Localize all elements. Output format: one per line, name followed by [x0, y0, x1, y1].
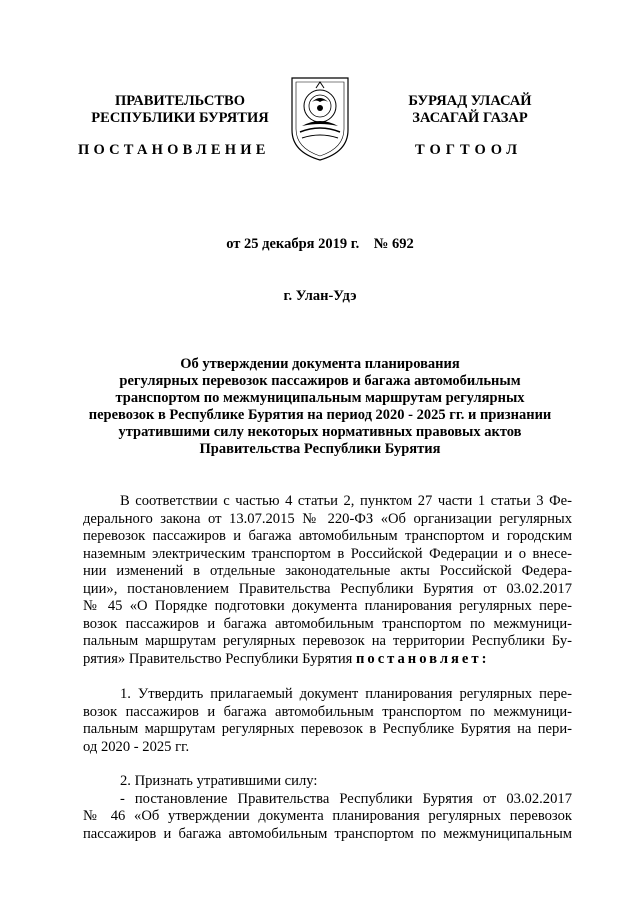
paragraph-text: рятия» Правительство Республики Бурятия [83, 650, 356, 667]
title-line: утратившими силу некоторых нормативных правовых актов [118, 424, 522, 440]
document-title [60, 356, 580, 458]
paragraph-line: возок пассажиров и багажа автомобильным транспортом по межмуници- [83, 615, 572, 632]
paragraph-line: ции», постановлением Правительства Республики Бурятия от 03.02.2017 [83, 580, 572, 597]
header-right-line: ЗАСАГАЙ ГАЗАР [412, 110, 528, 126]
paragraph-item-2 [83, 773, 572, 843]
title-line: перевозок в Республике Бурятия на период 2020 - 2025 гг. и признании [88, 407, 552, 423]
paragraph-line: дерального закона от 13.07.2015 № 220-ФЗ «Об организации регулярных [83, 510, 572, 527]
doc-type-russian: ПОСТАНОВЛЕНИЕ [78, 142, 270, 158]
header-right-line: БУРЯАД УЛАСАЙ [408, 93, 532, 109]
title-line: Правительства Республики Бурятия [199, 441, 441, 457]
paragraph-line: 2. Признать утратившими силу: [120, 773, 318, 789]
paragraph-item-1 [83, 686, 572, 756]
header-right-authority [395, 93, 545, 127]
paragraph-line: пассажиров и багажа автомобильным транспортом по межмуниципальным [83, 825, 572, 842]
paragraph-line: возок пассажиров и багажа автомобильным транспортом по межмуници- [83, 703, 572, 720]
resolves-keyword: постановляет: [355, 650, 490, 667]
date-and-number: от 25 декабря 2019 г. № 692 [226, 236, 414, 252]
paragraph-preamble [83, 493, 572, 668]
header-left-line: ПРАВИТЕЛЬСТВО [115, 93, 245, 109]
title-line: Об утверждении документа планирования [180, 356, 460, 372]
coat-of-arms-buryatia-icon [288, 72, 352, 162]
paragraph-line: пальным маршрутам регулярных перевозок на территории Республики Бу- [83, 633, 572, 649]
paragraph-line: од 2020 - 2025 гг. [83, 738, 190, 755]
paragraph-line: перевозок пассажиров и багажа автомобильным транспортом и городским [83, 528, 572, 544]
city: г. Улан-Удэ [283, 288, 357, 304]
header-left-authority [85, 93, 275, 127]
paragraph-line: № 45 «О Порядке подготовки документа планирования регулярных пере- [83, 598, 572, 614]
paragraph-line: № 46 «Об утверждении документа планирования регулярных перевозок [83, 808, 572, 824]
paragraph-line-last [83, 651, 572, 669]
paragraph-line: - постановление Правительства Республики Бурятия от 03.02.2017 [120, 790, 572, 807]
paragraph-line: наземным электрическим транспортом в Российской Федерации и о внесе- [83, 545, 572, 562]
title-line: регулярных перевозок пассажиров и багажа автомобильным [119, 373, 521, 389]
header-left-line: РЕСПУБЛИКИ БУРЯТИЯ [91, 110, 269, 126]
paragraph-line: пальным маршрутам регулярных перевозок в Республике Бурятия на пери- [83, 721, 572, 737]
paragraph-line: В соответствии с частью 4 статьи 2, пунктом 27 части 1 статьи 3 Фе- [120, 493, 572, 509]
doc-type-buryat: ТОГТООЛ [415, 142, 523, 158]
paragraph-line: 1. Утвердить прилагаемый документ планирования регулярных пере- [120, 686, 572, 702]
title-line: транспортом по межмуниципальным маршрутам регулярных [115, 390, 525, 406]
paragraph-line: нии изменений в отдельные законодательные акты Российской Федера- [83, 563, 572, 579]
